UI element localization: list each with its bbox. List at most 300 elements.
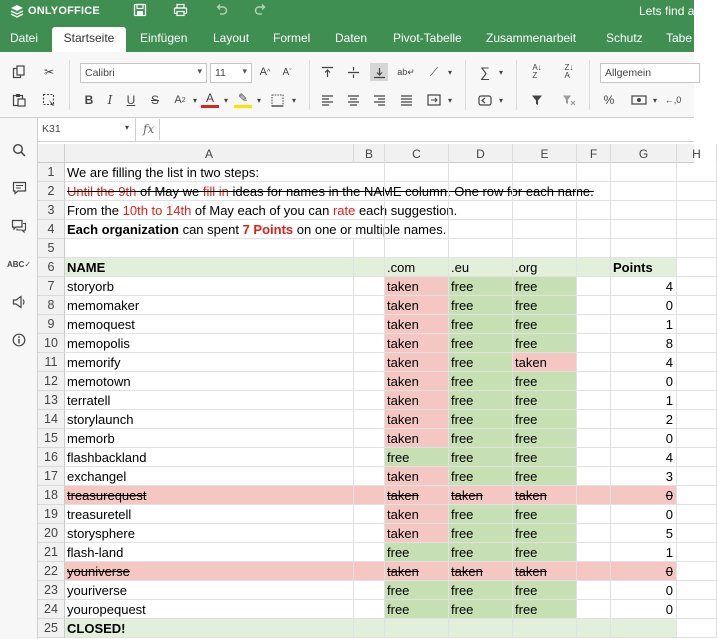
fill-color-icon[interactable]: ✎ [234, 91, 252, 108]
cell-d18[interactable]: taken [449, 486, 513, 505]
cell-f8[interactable] [577, 296, 611, 315]
name-box[interactable] [38, 118, 136, 141]
cell-d20[interactable]: free [449, 524, 513, 543]
cell-c21[interactable]: free [385, 543, 449, 562]
cell-c15[interactable]: taken [385, 429, 449, 448]
cell-h8[interactable] [677, 296, 717, 315]
cell-b14[interactable] [354, 410, 385, 429]
subscript-icon[interactable]: A 2 [174, 94, 186, 106]
cell-c4[interactable] [385, 220, 449, 239]
cell-h14[interactable] [677, 410, 717, 429]
chevron-down-icon[interactable]: ▾ [192, 95, 197, 105]
cell-b6[interactable] [354, 258, 385, 277]
cell-c14[interactable]: taken [385, 410, 449, 429]
cell-e19[interactable]: free [513, 505, 577, 524]
cell-d22[interactable]: taken [449, 562, 513, 581]
cell-g9[interactable]: 1 [611, 315, 677, 334]
row-header[interactable]: 14 [38, 410, 65, 429]
cell-h21[interactable] [677, 543, 717, 562]
cell-d14[interactable]: free [449, 410, 513, 429]
cell-e20[interactable]: free [513, 524, 577, 543]
cell-b9[interactable] [354, 315, 385, 334]
cell-b24[interactable] [354, 600, 385, 619]
cell-c19[interactable]: taken [385, 505, 449, 524]
formula-input[interactable] [162, 119, 692, 140]
table-row [38, 619, 694, 638]
cell-e23[interactable]: free [513, 581, 577, 600]
cell-f14[interactable] [577, 410, 611, 429]
borders-icon[interactable] [268, 91, 286, 109]
cell-c11[interactable]: taken [385, 353, 449, 372]
cell-a23[interactable]: youriverse [65, 581, 354, 600]
cell-d17[interactable]: free [449, 467, 513, 486]
cell-f24[interactable] [577, 600, 611, 619]
cell-e22[interactable]: taken [513, 562, 577, 581]
select-all-icon[interactable] [40, 91, 58, 109]
cell-d25[interactable] [449, 619, 513, 638]
cell-c18[interactable]: taken [385, 486, 449, 505]
row-header[interactable]: 24 [38, 600, 65, 619]
cell-c8[interactable]: taken [385, 296, 449, 315]
cell-g17[interactable]: 3 [611, 467, 677, 486]
chevron-down-icon[interactable]: ▾ [223, 95, 228, 105]
row-header[interactable]: 5 [38, 239, 65, 258]
row-header[interactable]: 11 [38, 353, 65, 372]
cell-g1[interactable] [611, 163, 677, 182]
cell-b25[interactable] [354, 619, 385, 638]
underline-icon[interactable]: U [126, 93, 136, 107]
cell-e1[interactable] [513, 163, 577, 182]
cell-c16[interactable]: free [385, 448, 449, 467]
cell-c25[interactable] [385, 619, 449, 638]
cell-g4[interactable] [611, 220, 677, 239]
cell-a6[interactable]: NAME [65, 258, 354, 277]
cell-f17[interactable] [577, 467, 611, 486]
cell-f22[interactable] [577, 562, 611, 581]
cell-b20[interactable] [354, 524, 385, 543]
align-middle-icon[interactable] [344, 63, 362, 81]
cell-a17[interactable]: exchangel [65, 467, 354, 486]
cell-f20[interactable] [577, 524, 611, 543]
cell-e3[interactable] [513, 201, 577, 220]
cell-d8[interactable]: free [449, 296, 513, 315]
tab-zusammenarbeit[interactable]: Zusammenarbeit [486, 31, 577, 45]
clear-filter-icon[interactable] [560, 91, 578, 109]
tab-einfuegen[interactable]: Einfügen [140, 31, 188, 45]
cell-d21[interactable]: free [449, 543, 513, 562]
cell-f2[interactable] [577, 182, 611, 201]
chevron-down-icon[interactable]: ▾ [498, 67, 503, 77]
row-header[interactable]: 19 [38, 505, 65, 524]
cell-e24[interactable]: free [513, 600, 577, 619]
cell-h1[interactable] [677, 163, 717, 182]
cell-h5[interactable] [677, 239, 717, 258]
cell-a18[interactable]: treasurequest [65, 486, 354, 505]
cell-b4[interactable] [354, 220, 385, 239]
chevron-down-icon[interactable]: ▾ [498, 95, 503, 105]
cell-h20[interactable] [677, 524, 717, 543]
undo-icon[interactable] [214, 3, 228, 20]
row-header[interactable]: 15 [38, 429, 65, 448]
column-header-d[interactable]: D [449, 144, 513, 163]
cell-e7[interactable]: free [513, 277, 577, 296]
tab-tabelle[interactable]: Tabe [666, 31, 693, 45]
cell-c2[interactable] [385, 182, 449, 201]
cell-d12[interactable]: free [449, 372, 513, 391]
decrease-decimal-icon[interactable]: ←,0 [664, 95, 682, 105]
spellcheck-icon[interactable]: ABC✓ [6, 259, 32, 269]
cell-e14[interactable]: free [513, 410, 577, 429]
row-header[interactable]: 1 [38, 163, 65, 182]
row-header[interactable]: 13 [38, 391, 65, 410]
cell-f4[interactable] [577, 220, 611, 239]
number-format-select[interactable] [600, 63, 700, 83]
cell-d11[interactable]: free [449, 353, 513, 372]
cell-g15[interactable]: 0 [611, 429, 677, 448]
cell-g24[interactable]: 0 [611, 600, 677, 619]
cell-d3[interactable] [449, 201, 513, 220]
font-size-select[interactable] [210, 63, 252, 83]
cell-d19[interactable]: free [449, 505, 513, 524]
align-left-icon[interactable] [318, 91, 336, 109]
cell-b1[interactable] [354, 163, 385, 182]
cell-f13[interactable] [577, 391, 611, 410]
cell-g19[interactable]: 0 [611, 505, 677, 524]
cell-b12[interactable] [354, 372, 385, 391]
info-icon[interactable] [10, 331, 28, 349]
cell-d4[interactable] [449, 220, 513, 239]
row-header[interactable]: 8 [38, 296, 65, 315]
cell-b17[interactable] [354, 467, 385, 486]
cell-d5[interactable] [449, 239, 513, 258]
cell-d15[interactable]: free [449, 429, 513, 448]
cell-g18[interactable]: 0 [611, 486, 677, 505]
cell-a25[interactable]: CLOSED! [65, 619, 354, 638]
cell-b5[interactable] [354, 239, 385, 258]
cell-c7[interactable]: taken [385, 277, 449, 296]
cell-e6[interactable]: .org [513, 258, 577, 277]
text-orientation-icon[interactable]: ⟋ [429, 64, 439, 79]
cell-e17[interactable]: free [513, 467, 577, 486]
cell-b3[interactable] [354, 201, 385, 220]
cell-h16[interactable] [677, 448, 717, 467]
cell-a2[interactable] [65, 182, 594, 201]
cell-e15[interactable]: free [513, 429, 577, 448]
cell-h23[interactable] [677, 581, 717, 600]
cell-e10[interactable]: free [513, 334, 577, 353]
cell-h7[interactable] [677, 277, 717, 296]
cell-g22[interactable]: 0 [611, 562, 677, 581]
copy-icon[interactable] [10, 63, 28, 81]
cell-a4[interactable] [65, 220, 447, 239]
cell-e21[interactable]: free [513, 543, 577, 562]
cell-b8[interactable] [354, 296, 385, 315]
cell-e18[interactable]: taken [513, 486, 577, 505]
cell-c1[interactable] [385, 163, 449, 182]
cell-b22[interactable] [354, 562, 385, 581]
cell-a12[interactable]: memotown [65, 372, 354, 391]
cell-f5[interactable] [577, 239, 611, 258]
column-header-g[interactable]: G [611, 144, 677, 163]
cell-b11[interactable] [354, 353, 385, 372]
cell-b18[interactable] [354, 486, 385, 505]
row-header[interactable]: 12 [38, 372, 65, 391]
row-header[interactable]: 20 [38, 524, 65, 543]
cell-g21[interactable]: 1 [611, 543, 677, 562]
row-header[interactable]: 22 [38, 562, 65, 581]
row-header[interactable]: 23 [38, 581, 65, 600]
row-header[interactable]: 7 [38, 277, 65, 296]
chevron-down-icon[interactable]: ▾ [291, 95, 296, 105]
cell-h24[interactable] [677, 600, 717, 619]
cell-a9[interactable]: memoquest [65, 315, 354, 334]
row-header[interactable]: 10 [38, 334, 65, 353]
cell-a7[interactable]: storyorb [65, 277, 354, 296]
column-header-a[interactable]: A [65, 144, 354, 163]
cell-g8[interactable]: 0 [611, 296, 677, 315]
cell-e16[interactable]: free [513, 448, 577, 467]
paste-icon[interactable] [10, 91, 28, 109]
font-name-select[interactable] [80, 63, 207, 83]
cell-b7[interactable] [354, 277, 385, 296]
cell-g10[interactable]: 8 [611, 334, 677, 353]
cell-a24[interactable]: youropequest [65, 600, 354, 619]
tab-startseite[interactable]: Startseite [52, 27, 126, 52]
cell-h17[interactable] [677, 467, 717, 486]
comments-icon[interactable] [10, 179, 28, 197]
cell-e8[interactable]: free [513, 296, 577, 315]
cell-e5[interactable] [513, 239, 577, 258]
cell-f9[interactable] [577, 315, 611, 334]
row-header[interactable]: 9 [38, 315, 65, 334]
column-header-e[interactable]: E [513, 144, 577, 163]
strikethrough-icon[interactable]: S [150, 93, 159, 107]
tab-formel[interactable]: Formel [273, 31, 311, 45]
cell-g20[interactable]: 5 [611, 524, 677, 543]
chevron-down-icon[interactable]: ▾ [256, 95, 261, 105]
cell-f7[interactable] [577, 277, 611, 296]
cell-b2[interactable] [354, 182, 385, 201]
cell-b23[interactable] [354, 581, 385, 600]
cell-e12[interactable]: free [513, 372, 577, 391]
cell-d23[interactable]: free [449, 581, 513, 600]
cell-f16[interactable] [577, 448, 611, 467]
decrease-font-icon[interactable]: A ˇ [282, 66, 292, 78]
cell-h9[interactable] [677, 315, 717, 334]
cell-d2[interactable] [449, 182, 513, 201]
feedback-icon[interactable] [10, 293, 28, 311]
cell-c23[interactable]: free [385, 581, 449, 600]
cell-a21[interactable]: flash-land [65, 543, 354, 562]
cell-f11[interactable] [577, 353, 611, 372]
cell-a14[interactable]: storylaunch [65, 410, 354, 429]
cell-h11[interactable] [677, 353, 717, 372]
column-header-f[interactable]: F [577, 144, 611, 163]
cell-c9[interactable]: taken [385, 315, 449, 334]
cell-b13[interactable] [354, 391, 385, 410]
print-icon[interactable] [173, 3, 188, 20]
cell-d16[interactable]: free [449, 448, 513, 467]
filter-icon[interactable] [528, 91, 546, 109]
cell-f19[interactable] [577, 505, 611, 524]
row-header[interactable]: 21 [38, 543, 65, 562]
cell-b16[interactable] [354, 448, 385, 467]
row-header[interactable]: 17 [38, 467, 65, 486]
row-header[interactable]: 25 [38, 619, 65, 638]
cell-f1[interactable] [577, 163, 611, 182]
cell-g2[interactable] [611, 182, 677, 201]
cell-g5[interactable] [611, 239, 677, 258]
cell-f23[interactable] [577, 581, 611, 600]
search-icon[interactable] [10, 141, 28, 159]
cell-f6[interactable] [577, 258, 611, 277]
row-header[interactable]: 4 [38, 220, 65, 239]
cell-b15[interactable] [354, 429, 385, 448]
chevron-down-icon[interactable]: ▾ [652, 95, 657, 105]
row-header[interactable]: 6 [38, 258, 65, 277]
cell-h18[interactable] [677, 486, 717, 505]
row-header[interactable]: 18 [38, 486, 65, 505]
cell-d6[interactable]: .eu [449, 258, 513, 277]
column-header-b[interactable]: B [354, 144, 385, 163]
percent-icon[interactable]: % [603, 93, 615, 107]
cell-g3[interactable] [611, 201, 677, 220]
bold-icon[interactable]: B [84, 93, 94, 107]
cell-a1[interactable]: We are filling the list in two steps: [65, 163, 354, 182]
cell-f15[interactable] [577, 429, 611, 448]
cell-h6[interactable] [677, 258, 717, 277]
cell-c3[interactable] [385, 201, 449, 220]
cell-b21[interactable] [354, 543, 385, 562]
cell-a13[interactable]: terratell [65, 391, 354, 410]
cell-c20[interactable]: taken [385, 524, 449, 543]
cell-c6[interactable]: .com [385, 258, 449, 277]
cell-e9[interactable]: free [513, 315, 577, 334]
cell-c24[interactable]: free [385, 600, 449, 619]
redo-icon[interactable] [254, 3, 268, 20]
cell-d13[interactable]: free [449, 391, 513, 410]
align-right-icon[interactable] [370, 91, 388, 109]
cell-h15[interactable] [677, 429, 717, 448]
cell-e2[interactable] [513, 182, 577, 201]
cell-f10[interactable] [577, 334, 611, 353]
cell-a20[interactable]: storysphere [65, 524, 354, 543]
sort-ascending-icon[interactable]: A↓ Z [532, 63, 542, 80]
cell-a5[interactable] [65, 239, 354, 258]
cell-h13[interactable] [677, 391, 717, 410]
tab-daten[interactable]: Daten [335, 31, 368, 45]
tab-pivot-tabelle[interactable]: Pivot-Tabelle [393, 31, 462, 45]
cell-f25[interactable] [577, 619, 611, 638]
row-header[interactable]: 2 [38, 182, 65, 201]
cell-c5[interactable] [385, 239, 449, 258]
cell-c13[interactable]: taken [385, 391, 449, 410]
cell-a11[interactable]: memorify [65, 353, 354, 372]
cell-h22[interactable] [677, 562, 717, 581]
wrap-text-icon[interactable]: ab↵ [397, 66, 415, 77]
cell-g13[interactable]: 1 [611, 391, 677, 410]
cell-a8[interactable]: memomaker [65, 296, 354, 315]
cell-h2[interactable] [677, 182, 717, 201]
cut-icon[interactable]: ✂ [43, 65, 55, 79]
cell-f12[interactable] [577, 372, 611, 391]
cell-g12[interactable]: 0 [611, 372, 677, 391]
cell-g14[interactable]: 2 [611, 410, 677, 429]
align-center-icon[interactable] [344, 91, 362, 109]
cell-h12[interactable] [677, 372, 717, 391]
row-header[interactable]: 3 [38, 201, 65, 220]
cell-e4[interactable] [513, 220, 577, 239]
tab-schutz[interactable]: Schutz [606, 31, 643, 45]
cell-b10[interactable] [354, 334, 385, 353]
sort-descending-icon[interactable]: Z↓ A [564, 63, 574, 80]
cell-g16[interactable]: 4 [611, 448, 677, 467]
tab-layout[interactable]: Layout [213, 31, 250, 45]
cell-a22[interactable]: youniverse [65, 562, 354, 581]
italic-icon[interactable]: I [107, 93, 113, 107]
cell-h25[interactable] [677, 619, 717, 638]
cell-d24[interactable]: free [449, 600, 513, 619]
cell-a10[interactable]: memopolis [65, 334, 354, 353]
cell-a3[interactable] [65, 201, 458, 220]
align-justify-icon[interactable] [397, 91, 415, 109]
cell-c10[interactable]: taken [385, 334, 449, 353]
cell-d1[interactable] [449, 163, 513, 182]
cell-a15[interactable]: memorb [65, 429, 354, 448]
tab-datei[interactable]: Datei [10, 31, 39, 45]
cell-g25[interactable] [611, 619, 677, 638]
cell-g23[interactable]: 0 [611, 581, 677, 600]
align-top-icon[interactable] [318, 63, 336, 81]
cell-a16[interactable]: flashbackland [65, 448, 354, 467]
column-header-c[interactable]: C [385, 144, 449, 163]
cell-c12[interactable]: taken [385, 372, 449, 391]
select-all-corner[interactable] [38, 144, 65, 163]
cell-d10[interactable]: free [449, 334, 513, 353]
cell-e11[interactable]: taken [513, 353, 577, 372]
function-icon[interactable]: fx [138, 119, 160, 140]
align-bottom-icon[interactable] [370, 63, 388, 81]
chevron-down-icon[interactable]: ▾ [447, 67, 452, 77]
increase-font-icon[interactable]: A ^ [259, 66, 271, 78]
cell-g11[interactable]: 4 [611, 353, 677, 372]
cell-d9[interactable]: free [449, 315, 513, 334]
cell-c22[interactable]: taken [385, 562, 449, 581]
cell-c17[interactable]: taken [385, 467, 449, 486]
row-header[interactable]: 16 [38, 448, 65, 467]
column-header-h[interactable]: H [677, 144, 717, 163]
cell-f3[interactable] [577, 201, 611, 220]
cell-h19[interactable] [677, 505, 717, 524]
save-icon[interactable] [133, 3, 147, 20]
cell-d7[interactable]: free [449, 277, 513, 296]
cell-g7[interactable]: 4 [611, 277, 677, 296]
chevron-down-icon[interactable]: ▾ [447, 95, 452, 105]
chat-icon[interactable] [10, 217, 28, 235]
cell-a19[interactable]: treasuretell [65, 505, 354, 524]
cell-b19[interactable] [354, 505, 385, 524]
cell-h3[interactable] [677, 201, 717, 220]
cell-f21[interactable] [577, 543, 611, 562]
cell-h10[interactable] [677, 334, 717, 353]
cell-f18[interactable] [577, 486, 611, 505]
cell-e13[interactable]: free [513, 391, 577, 410]
font-color-icon[interactable]: A [201, 91, 219, 108]
sum-icon[interactable]: ∑ [480, 64, 490, 80]
cell-e25[interactable] [513, 619, 577, 638]
cell-g6[interactable]: Points [611, 258, 677, 277]
cell-h4[interactable] [677, 220, 717, 239]
